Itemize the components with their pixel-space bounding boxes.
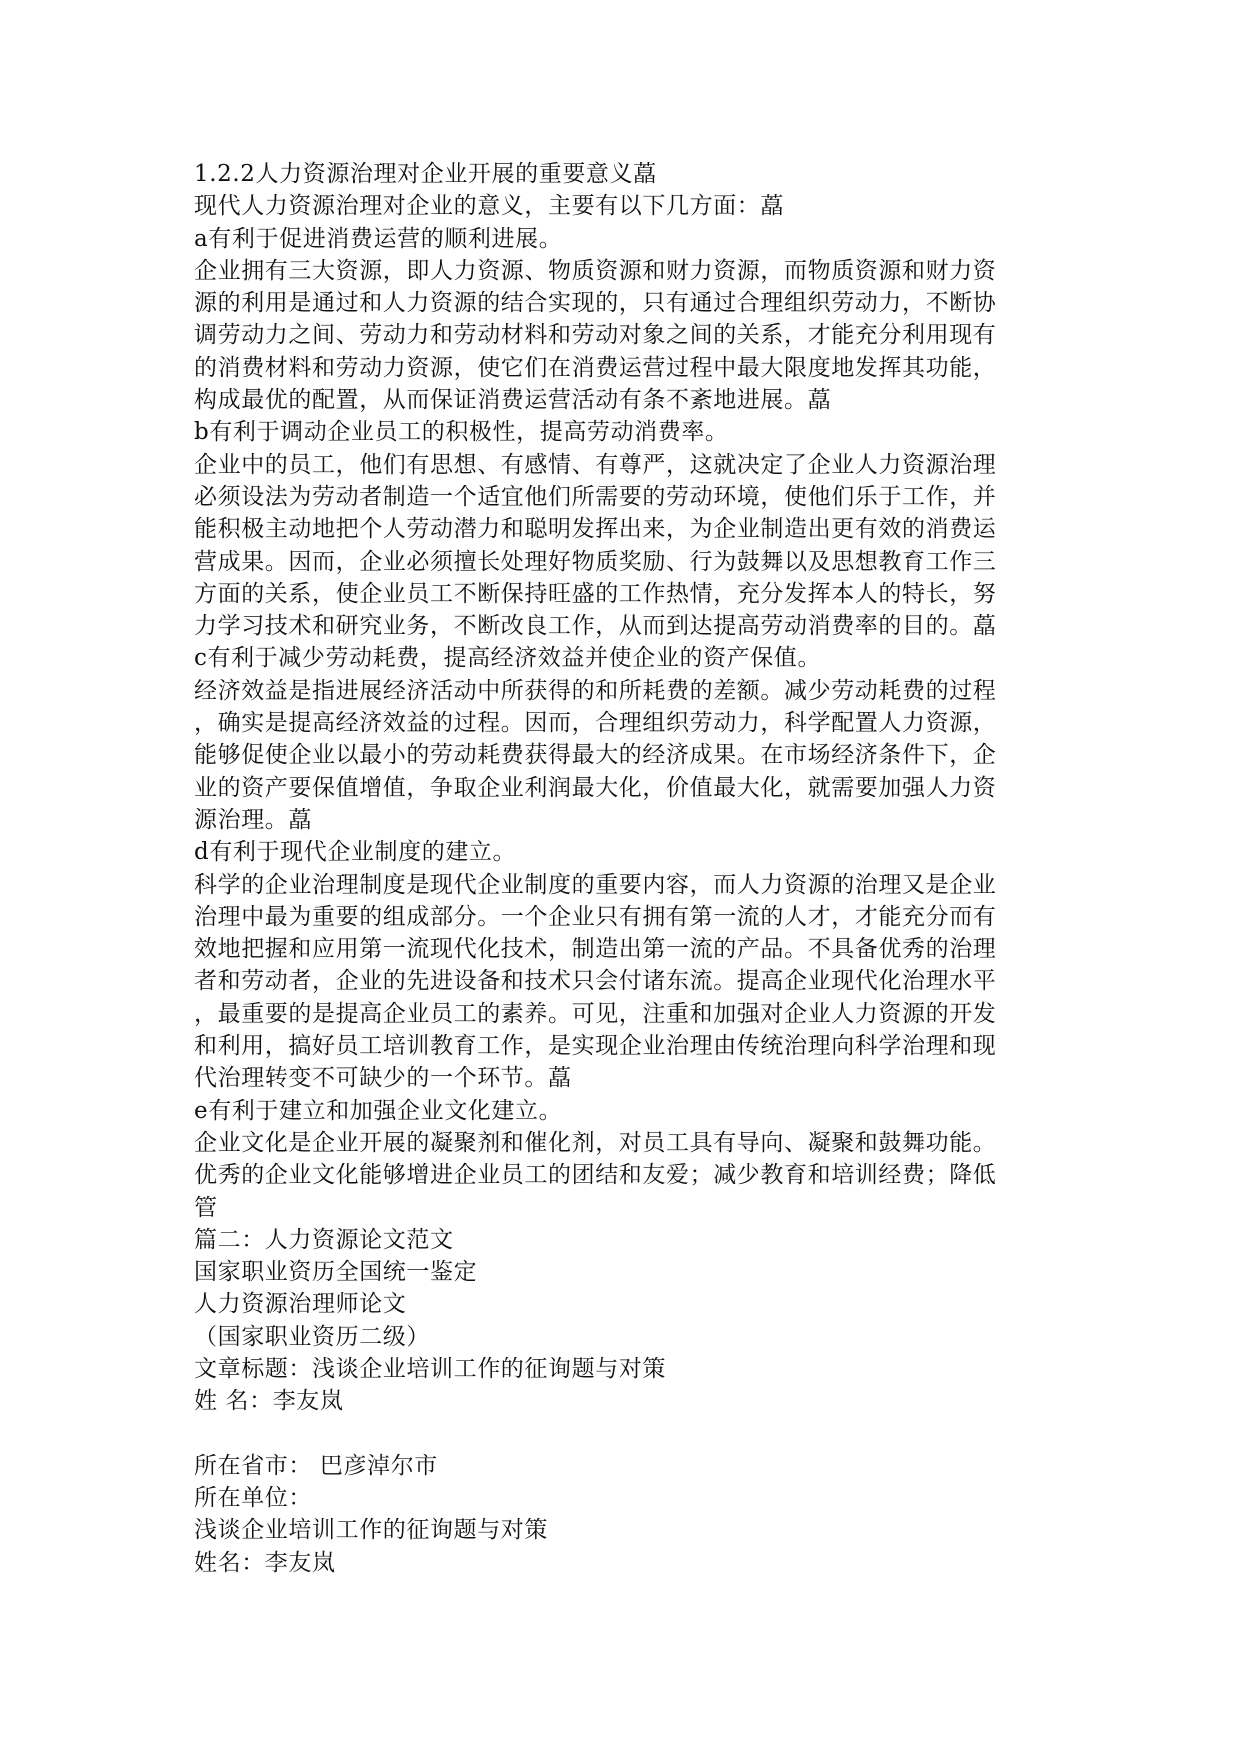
text-line: 管: [194, 1194, 218, 1221]
text-line: 方面的关系，使企业员工不断保持旺盛的工作热情，充分发挥本人的特长，努: [194, 580, 997, 607]
text-line: 治理中最为重要的组成部分。一个企业只有拥有第一流的人才，才能充分而有: [194, 903, 997, 930]
text-line: 效地把握和应用第一流现代化技术，制造出第一流的产品。不具备优秀的治理: [194, 936, 997, 963]
list-item-e: e有利于建立和加强企业文化建立。: [194, 1097, 563, 1124]
text-line: 和利用，搞好员工培训教育工作，是实现企业治理由传统治理向科学治理和现: [194, 1033, 997, 1060]
document-body: [194, 158, 1049, 1579]
list-item-c: c有利于减少劳动耗费，提高经济效益并使企业的资产保值。: [194, 645, 822, 672]
text-line: 企业文化是企业开展的凝聚剂和催化剂，对员工具有导向、凝聚和鼓舞功能。: [194, 1129, 997, 1156]
text-line: 能积极主动地把个人劳动潜力和聪明发挥出来，为企业制造出更有效的消费运: [194, 516, 997, 543]
text-line: 必须设法为劳动者制造一个适宜他们所需要的劳动环境，使他们乐于工作，并: [194, 483, 997, 510]
text-line: 优秀的企业文化能够增进企业员工的团结和友爱；减少教育和培训经费；降低: [194, 1162, 997, 1189]
list-item-d: d有利于现代企业制度的建立。: [194, 839, 517, 866]
list-item-b: b有利于调动企业员工的积极性，提高劳动消费率。: [194, 419, 729, 446]
text-line: 能够促使企业以最小的劳动耗费获得最大的经济成果。在市场经济条件下，企: [194, 742, 997, 769]
text-line: 者和劳动者，企业的先进设备和技术只会付诸东流。提高企业现代化治理水平: [194, 968, 997, 995]
blank-line: [194, 1418, 1049, 1450]
text-line: ，确实是提高经济效益的过程。因而，合理组织劳动力，科学配置人力资源，: [194, 710, 997, 737]
certification-level: （国家职业资历二级）: [194, 1323, 430, 1350]
author-name-repeat: 姓名：李友岚: [194, 1549, 336, 1576]
text-line: 源的利用是通过和人力资源的结合实现的，只有通过合理组织劳动力，不断协: [194, 290, 997, 317]
text-line: 营成果。因而，企业必须擅长处理好物质奖励、行为鼓舞以及思想教育工作三: [194, 548, 997, 575]
text-line: 源治理。藠: [194, 806, 312, 833]
text-line: ，最重要的是提高企业员工的素养。可见，注重和加强对企业人力资源的开发: [194, 1000, 997, 1027]
text-line: 经济效益是指进展经济活动中所获得的和所耗费的差额。减少劳动耗费的过程: [194, 677, 997, 704]
thesis-type: 人力资源治理师论文: [194, 1291, 407, 1318]
work-unit-line: 所在单位：: [194, 1485, 312, 1512]
text-line: 构成最优的配置，从而保证消费运营活动有条不紊地进展。藠: [194, 387, 832, 414]
certification-line: 国家职业资历全国统一鉴定: [194, 1259, 478, 1286]
author-name-line: 姓 名：李友岚: [194, 1388, 344, 1415]
text-line: 企业拥有三大资源，即人力资源、物质资源和财力资源，而物质资源和财力资: [194, 257, 997, 284]
text-line: 力学习技术和研究业务，不断改良工作，从而到达提高劳动消费率的目的。藠: [194, 613, 997, 640]
text-line: 企业中的员工，他们有思想、有感情、有尊严，这就决定了企业人力资源治理: [194, 451, 997, 478]
text-line: 现代人力资源治理对企业的意义，主要有以下几方面：藠: [194, 193, 784, 220]
province-city-line: 所在省市： 巴彦淖尔市: [194, 1452, 438, 1479]
text-line: 调劳动力之间、劳动力和劳动材料和劳动对象之间的关系，才能充分利用现有: [194, 322, 997, 349]
article-title: 篇二：人力资源论文范文: [194, 1226, 454, 1253]
paper-heading-repeat: 浅谈企业培训工作的征询题与对策: [194, 1517, 548, 1544]
paper-title-line: 文章标题：浅谈企业培训工作的征询题与对策: [194, 1355, 666, 1382]
text-line: 的消费材料和劳动力资源，使它们在消费运营过程中最大限度地发挥其功能，: [194, 354, 997, 381]
text-line: 科学的企业治理制度是现代企业制度的重要内容，而人力资源的治理又是企业: [194, 871, 997, 898]
list-item-a: a有利于促进消费运营的顺利进展。: [194, 225, 563, 252]
text-line: 代治理转变不可缺少的一个环节。藠: [194, 1065, 572, 1092]
text-line: 业的资产要保值增值，争取企业利润最大化，价值最大化，就需要加强人力资: [194, 774, 997, 801]
section-heading: 1.2.2人力资源治理对企业开展的重要意义藠: [194, 161, 657, 187]
